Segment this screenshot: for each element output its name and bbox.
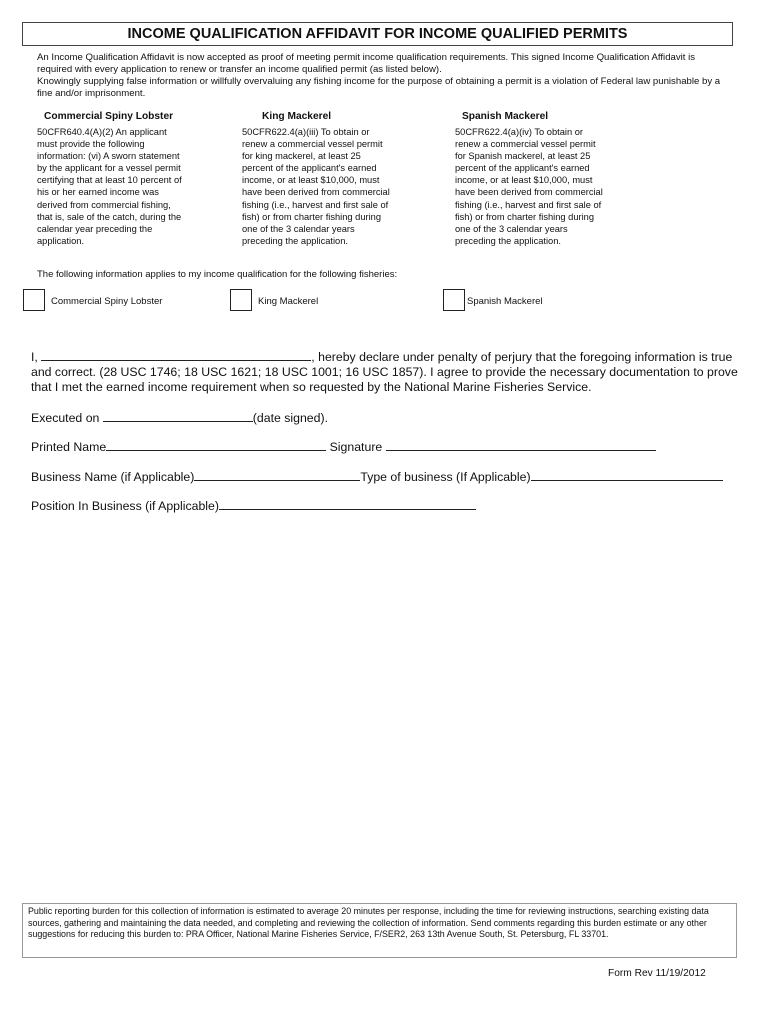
column-heading-spanish-mackerel: Spanish Mackerel <box>462 111 549 122</box>
intro-text <box>37 52 727 100</box>
declarant-name-field[interactable] <box>41 349 311 361</box>
intro-paragraph-2: Knowingly supplying false information or willfully overvaluing any fishing income for the purpose of obtaining a permit is a violation of Federal law punishable by a fine and/or imprisonment. <box>37 76 721 99</box>
form-revision: Form Rev 11/19/2012 <box>608 968 706 979</box>
position-field[interactable] <box>219 497 476 510</box>
declaration-prefix: I, <box>31 350 38 364</box>
date-signed-field[interactable] <box>103 409 253 422</box>
checkbox-label-spanish-mackerel: Spanish Mackerel <box>467 296 543 307</box>
business-name-field[interactable] <box>194 468 360 481</box>
column-text-king-mackerel: 50CFR622.4(a)(iii) To obtain or renew a commercial vessel permit for king mackerel, at least 25 percent of the applicant's earned income, or at least $10,000, must have been derived from commercial fishing (i.e., harvest and first sale of fish) or from charter fishing during one of the 3 calendar years preceding the application. <box>242 127 390 246</box>
signature-label: Signature <box>329 440 383 454</box>
column-heading-king-mackerel: King Mackerel <box>262 111 332 122</box>
declaration-text <box>31 349 743 396</box>
date-signed-label: (date signed). <box>252 411 328 425</box>
burden-statement: Public reporting burden for this collection of information is estimated to average 20 minutes per response, including the time for reviewing instructions, searching existing data sources, gathering and maintaining the data needed, and completing and reviewing the collection of information. Send comments regarding this burden estimate or any other suggestions for reducing this burden to: PRA Officer, National Marine Fisheries Service, F/SER2, 263 13th Avenue South, St. Petersburg, FL 33701. <box>22 903 737 958</box>
business-row <box>31 468 723 484</box>
intro-paragraph-1: An Income Qualification Affidavit is now accepted as proof of meeting permit income qualification requirements. This signed Income Qualification Affidavit is required with every application to renew or transfer an income qualified permit (as listed below). <box>37 52 696 75</box>
type-of-business-field[interactable] <box>531 468 723 481</box>
checkbox-spiny-lobster[interactable] <box>23 289 45 311</box>
column-text-spiny-lobster: 50CFR640.4(A)(2) An applicant must provide the following information: (vi) A sworn statement by the applicant for a vessel permit certifying that at least 10 percent of his or her earned income was derived from commercial fishing, that is, sale of the catch, during the calendar year preceding the application. <box>37 127 182 246</box>
signature-field[interactable] <box>386 438 656 451</box>
declaration-body: , hereby declare under penalty of perjury that the foregoing information is true and correct. (28 USC 1746; 18 USC 1621; 18 USC 1001; 16 USC 1857). I agree to provide the necessary documentation to prove that I met the earned income requirement when so requested by the National Marine Fisheries Service. <box>31 350 738 395</box>
printed-name-field[interactable] <box>106 438 326 451</box>
column-text-spanish-mackerel: 50CFR622.4(a)(iv) To obtain or renew a commercial vessel permit for Spanish mackerel, at least 25 percent of the applicant's earned income, or at least $10,000, must have been derived from commercial fishing (i.e., harvest and first sale of fish) or from charter fishing during one of the 3 calendar years preceding the application. <box>455 127 603 246</box>
name-signature-row <box>31 438 656 454</box>
checkbox-king-mackerel[interactable] <box>230 289 252 311</box>
business-name-label: Business Name (if Applicable) <box>31 470 195 484</box>
fisheries-intro: The following information applies to my income qualification for the following fisheries: <box>37 269 398 280</box>
column-heading-spiny-lobster: Commercial Spiny Lobster <box>44 111 174 122</box>
checkbox-label-king-mackerel: King Mackerel <box>258 296 319 307</box>
checkbox-label-spiny-lobster: Commercial Spiny Lobster <box>51 296 163 307</box>
executed-on-label: Executed on <box>31 411 100 425</box>
executed-on-row <box>31 409 328 425</box>
printed-name-label: Printed Name <box>31 440 107 454</box>
checkbox-spanish-mackerel[interactable] <box>443 289 465 311</box>
type-of-business-label: Type of business (If Applicable) <box>360 470 531 484</box>
position-row <box>31 497 476 513</box>
form-title: INCOME QUALIFICATION AFFIDAVIT FOR INCOME QUALIFIED PERMITS <box>22 22 733 46</box>
position-label: Position In Business (if Applicable) <box>31 499 219 513</box>
